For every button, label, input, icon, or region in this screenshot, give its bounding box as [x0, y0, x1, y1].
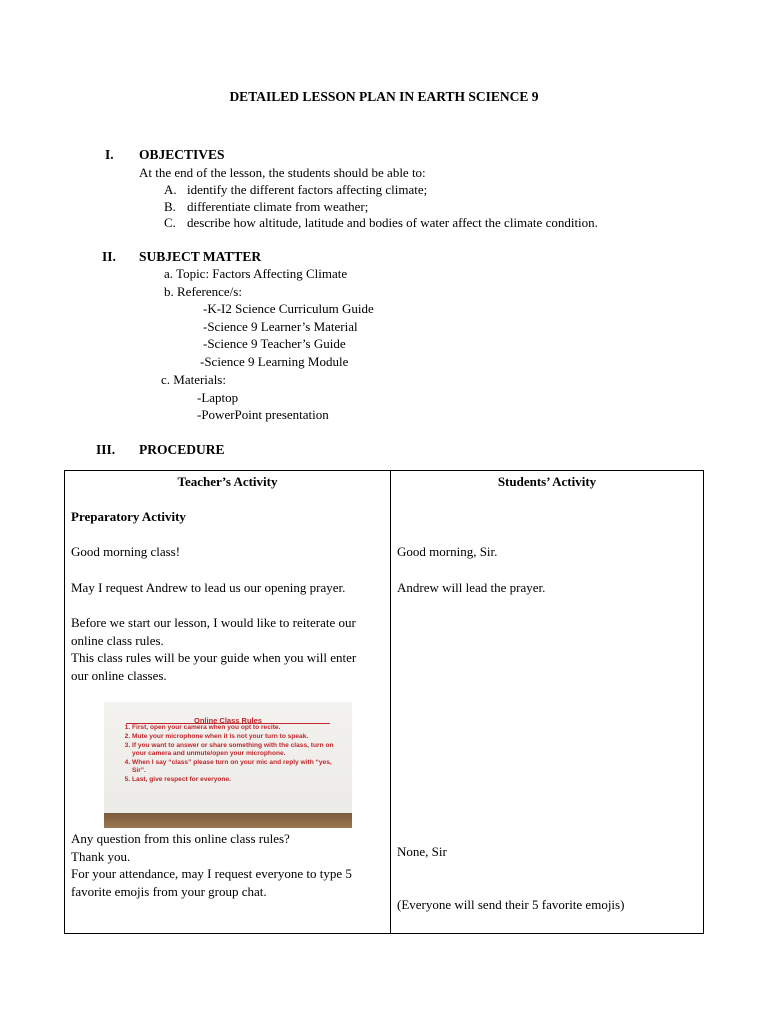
section-title-objectives: OBJECTIVES — [139, 147, 225, 162]
rules-image-title: Online Class Rules — [194, 716, 262, 725]
material-item: -PowerPoint presentation — [197, 407, 329, 422]
subject-reference-label: b. Reference/s: — [164, 284, 242, 299]
teacher-prayer-request: May I request Andrew to lead us our opening prayer. — [71, 580, 346, 595]
teacher-activity-header: Teacher’s Activity — [177, 474, 278, 489]
teacher-thanks: Thank you. — [71, 849, 131, 864]
rule-item: 4. When I say “class” please turn on your mic and reply with “yes, Sir”. — [132, 759, 340, 775]
student-emoji-response: (Everyone will send their 5 favorite emojis) — [397, 897, 625, 912]
objective-marker-c: C. — [164, 215, 176, 230]
reference-item: -Science 9 Learner’s Material — [203, 319, 358, 334]
subject-topic: a. Topic: Factors Affecting Climate — [164, 266, 348, 281]
section-title-procedure: PROCEDURE — [139, 442, 225, 457]
teacher-rules-line: Before we start our lesson, I would like to reiterate our — [71, 615, 356, 630]
student-prayer-response: Andrew will lead the prayer. — [397, 580, 546, 595]
subject-materials-label: c. Materials: — [161, 372, 226, 387]
section-title-subject: SUBJECT MATTER — [139, 249, 262, 264]
objectives-intro: At the end of the lesson, the students should be able to: — [139, 165, 426, 180]
reference-item: -Science 9 Learning Module — [200, 354, 349, 369]
teacher-rules-line: This class rules will be your guide when you will enter — [71, 650, 357, 665]
rule-item: 1. First, open your camera when you opt to recite. — [132, 724, 340, 732]
objective-marker-b: B. — [164, 199, 176, 214]
material-item: -Laptop — [197, 390, 239, 405]
teacher-rules-line: our online classes. — [71, 668, 167, 683]
objective-marker-a: A. — [164, 182, 177, 197]
section-number-procedure: III. — [96, 442, 116, 457]
document-title: DETAILED LESSON PLAN IN EARTH SCIENCE 9 — [229, 89, 539, 104]
teacher-rules-line: online class rules. — [71, 633, 164, 648]
rule-item: 2. Mute your microphone when it is not your turn to speak. — [132, 733, 340, 741]
objective-item-a: identify the different factors affecting climate; — [187, 182, 428, 197]
rules-image-list — [114, 724, 340, 785]
teacher-question: Any question from this online class rules? — [71, 831, 290, 846]
student-greeting: Good morning, Sir. — [397, 544, 498, 559]
section-number-objectives: I. — [105, 147, 114, 162]
students-activity-header: Students’ Activity — [497, 474, 597, 489]
reference-item: -K-I2 Science Curriculum Guide — [203, 301, 374, 316]
objective-item-b: differentiate climate from weather; — [187, 199, 369, 214]
procedure-table — [64, 470, 704, 934]
preparatory-activity-heading: Preparatory Activity — [71, 509, 186, 524]
teacher-greeting: Good morning class! — [71, 544, 181, 559]
online-class-rules-image — [104, 702, 352, 828]
teacher-attendance-line: For your attendance, may I request everyone to type 5 — [71, 866, 352, 881]
column-divider — [390, 471, 391, 933]
student-no-question: None, Sir — [397, 844, 447, 859]
reference-item: -Science 9 Teacher’s Guide — [203, 336, 346, 351]
section-number-subject: II. — [102, 249, 116, 264]
rule-item: 3. If you want to answer or share something with the class, turn on your camera and unmute/open your microphone. — [132, 742, 340, 758]
rule-item: 5. Last, give respect for everyone. — [132, 776, 340, 784]
teacher-attendance-line: favorite emojis from your group chat. — [71, 884, 267, 899]
objective-item-c: describe how altitude, latitude and bodies of water affect the climate condition. — [187, 215, 598, 230]
